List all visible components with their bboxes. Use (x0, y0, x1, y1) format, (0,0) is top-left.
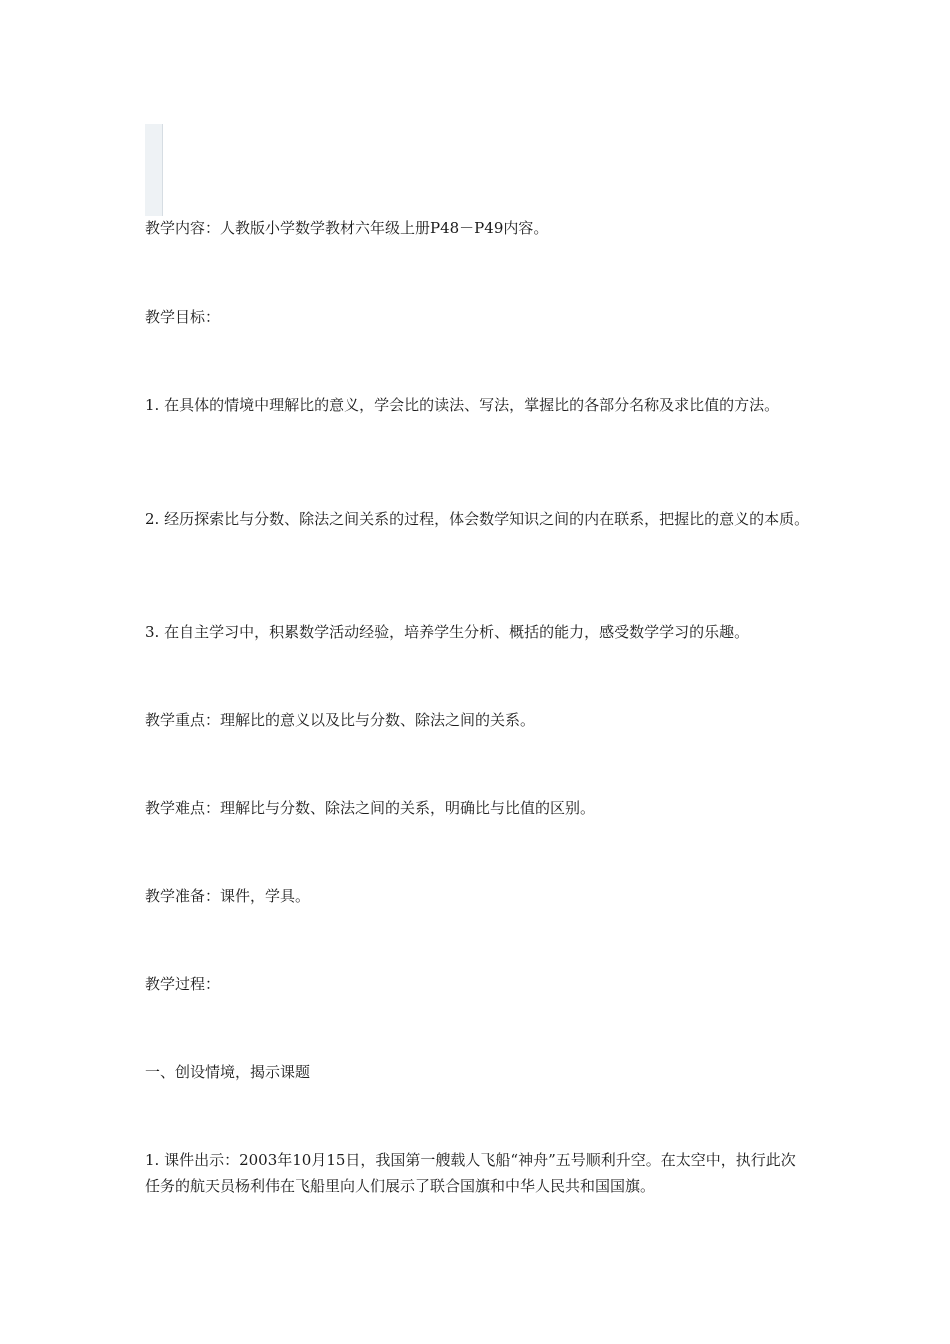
teaching-process-heading: 教学过程： (145, 975, 221, 993)
teaching-goals-heading: 教学目标： (145, 308, 221, 326)
decorative-bar (145, 124, 163, 216)
goal-item-3: 3. 在自主学习中，积累数学活动经验，培养学生分析、概括的能力，感受数学学习的乐趣。 (145, 623, 750, 641)
process-item-1: 1. 课件出示：2003年10月15日，我国第一艘载人飞船“神舟”五号顺利升空。在太空中，执行此次任务的航天员杨利伟在飞船里向人们展示了联合国旗和中华人民共和国国旗。 (145, 1151, 796, 1195)
teaching-difficulty: 教学难点：理解比与分数、除法之间的关系，明确比与比值的区别。 (145, 799, 596, 817)
goal-item-1: 1. 在具体的情境中理解比的意义，学会比的读法、写法，掌握比的各部分名称及求比值的方法。 (145, 396, 780, 414)
teaching-preparation: 教学准备：课件，学具。 (145, 887, 311, 905)
goal-item-2: 2. 经历探索比与分数、除法之间关系的过程，体会数学知识之间的内在联系，把握比的意义的本质。 (145, 510, 810, 528)
teaching-key-point: 教学重点：理解比的意义以及比与分数、除法之间的关系。 (145, 711, 536, 729)
section-heading-1: 一、创设情境，揭示课题 (145, 1063, 311, 1081)
teaching-content: 教学内容：人教版小学数学教材六年级上册P48－P49内容。 (145, 219, 549, 237)
